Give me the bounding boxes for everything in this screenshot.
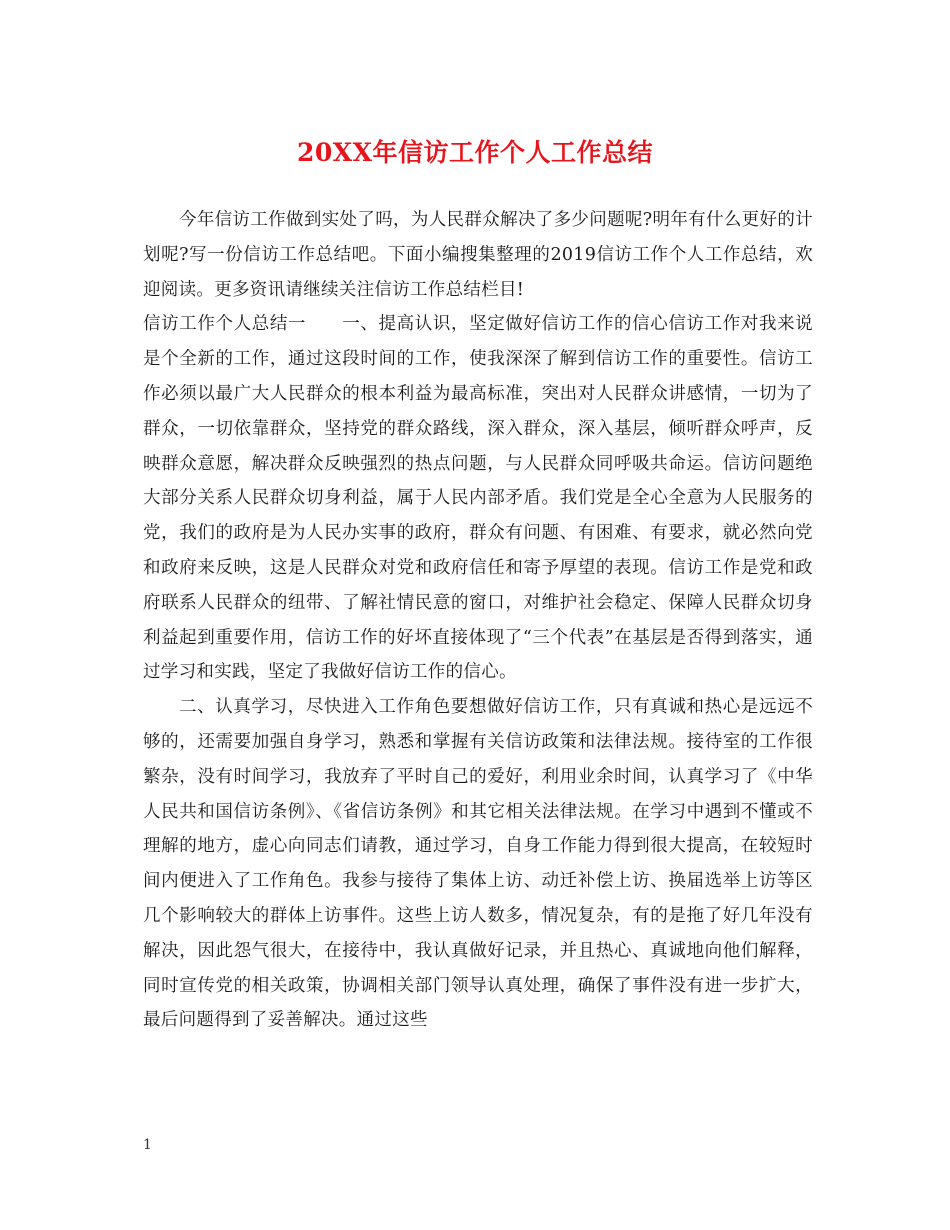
page-number: 1 bbox=[143, 1137, 152, 1153]
section-two-paragraph: 二、认真学习，尽快进入工作角色要想做好信访工作，只有真诚和热心是远远不够的，还需要加强自身学习，熟悉和掌握有关信访政策和法律法规。接待室的工作很繁杂，没有时间学习，我放弃了平时自己的爱好，利用业余时间，认真学习了《中华人民共和国信访条例》、《省信访条例》和其它相关法律法规。在学习中遇到不懂或不理解的地方，虚心向同志们请教，通过学习，自身工作能力得到很大提高，在较短时间内便进入了工作角色。我参与接待了集体上访、动迁补偿上访、换届选举上访等区几个影响较大的群体上访事件。这些上访人数多，情况复杂，有的是拖了好几年没有解决，因此怨气很大，在接待中，我认真做好记录，并且热心、真诚地向他们解释，同时宣传党的相关政策，协调相关部门领导认真处理，确保了事件没有进一步扩大，最后问题得到了妥善解决。通过这些 bbox=[143, 697, 813, 1031]
section-one-paragraph: 信访工作个人总结一 一、提高认识，坚定做好信访工作的信心信访工作对我来说是个全新的工作，通过这段时间的工作，使我深深了解到信访工作的重要性。信访工作必须以最广大人民群众的根本利益为最高标准，突出对人民群众讲感情，一切为了群众，一切依靠群众，坚持党的群众路线，深入群众，深入基层，倾听群众呼声，反映群众意愿，解决群众反映强烈的热点问题，与人民群众同呼吸共命运。信访问题绝大部分关系人民群众切身利益，属于人民内部矛盾。我们党是全心全意为人民服务的党，我们的政府是为人民办实事的政府，群众有问题、有困难、有要求，就必然向党和政府来反映，这是人民群众对党和政府信任和寄予厚望的表现。信访工作是党和政府联系人民群众的纽带、了解社情民意的窗口，对维护社会稳定、保障人民群众切身利益起到重要作用，信访工作的好坏直接体现了“三个代表”在基层是否得到落实，通过学习和实践，坚定了我做好信访工作的信心。 bbox=[143, 314, 813, 683]
intro-paragraph: 今年信访工作做到实处了吗，为人民群众解决了多少问题呢?明年有什么更好的计划呢?写一份信访工作总结吧。下面小编搜集整理的2019信访工作个人工作总结，欢迎阅读。更多资讯请继续关注信访工作总结栏目! bbox=[143, 210, 813, 300]
document-body bbox=[143, 203, 813, 1038]
document-title: 20XX年信访工作个人工作总结 bbox=[296, 138, 654, 167]
